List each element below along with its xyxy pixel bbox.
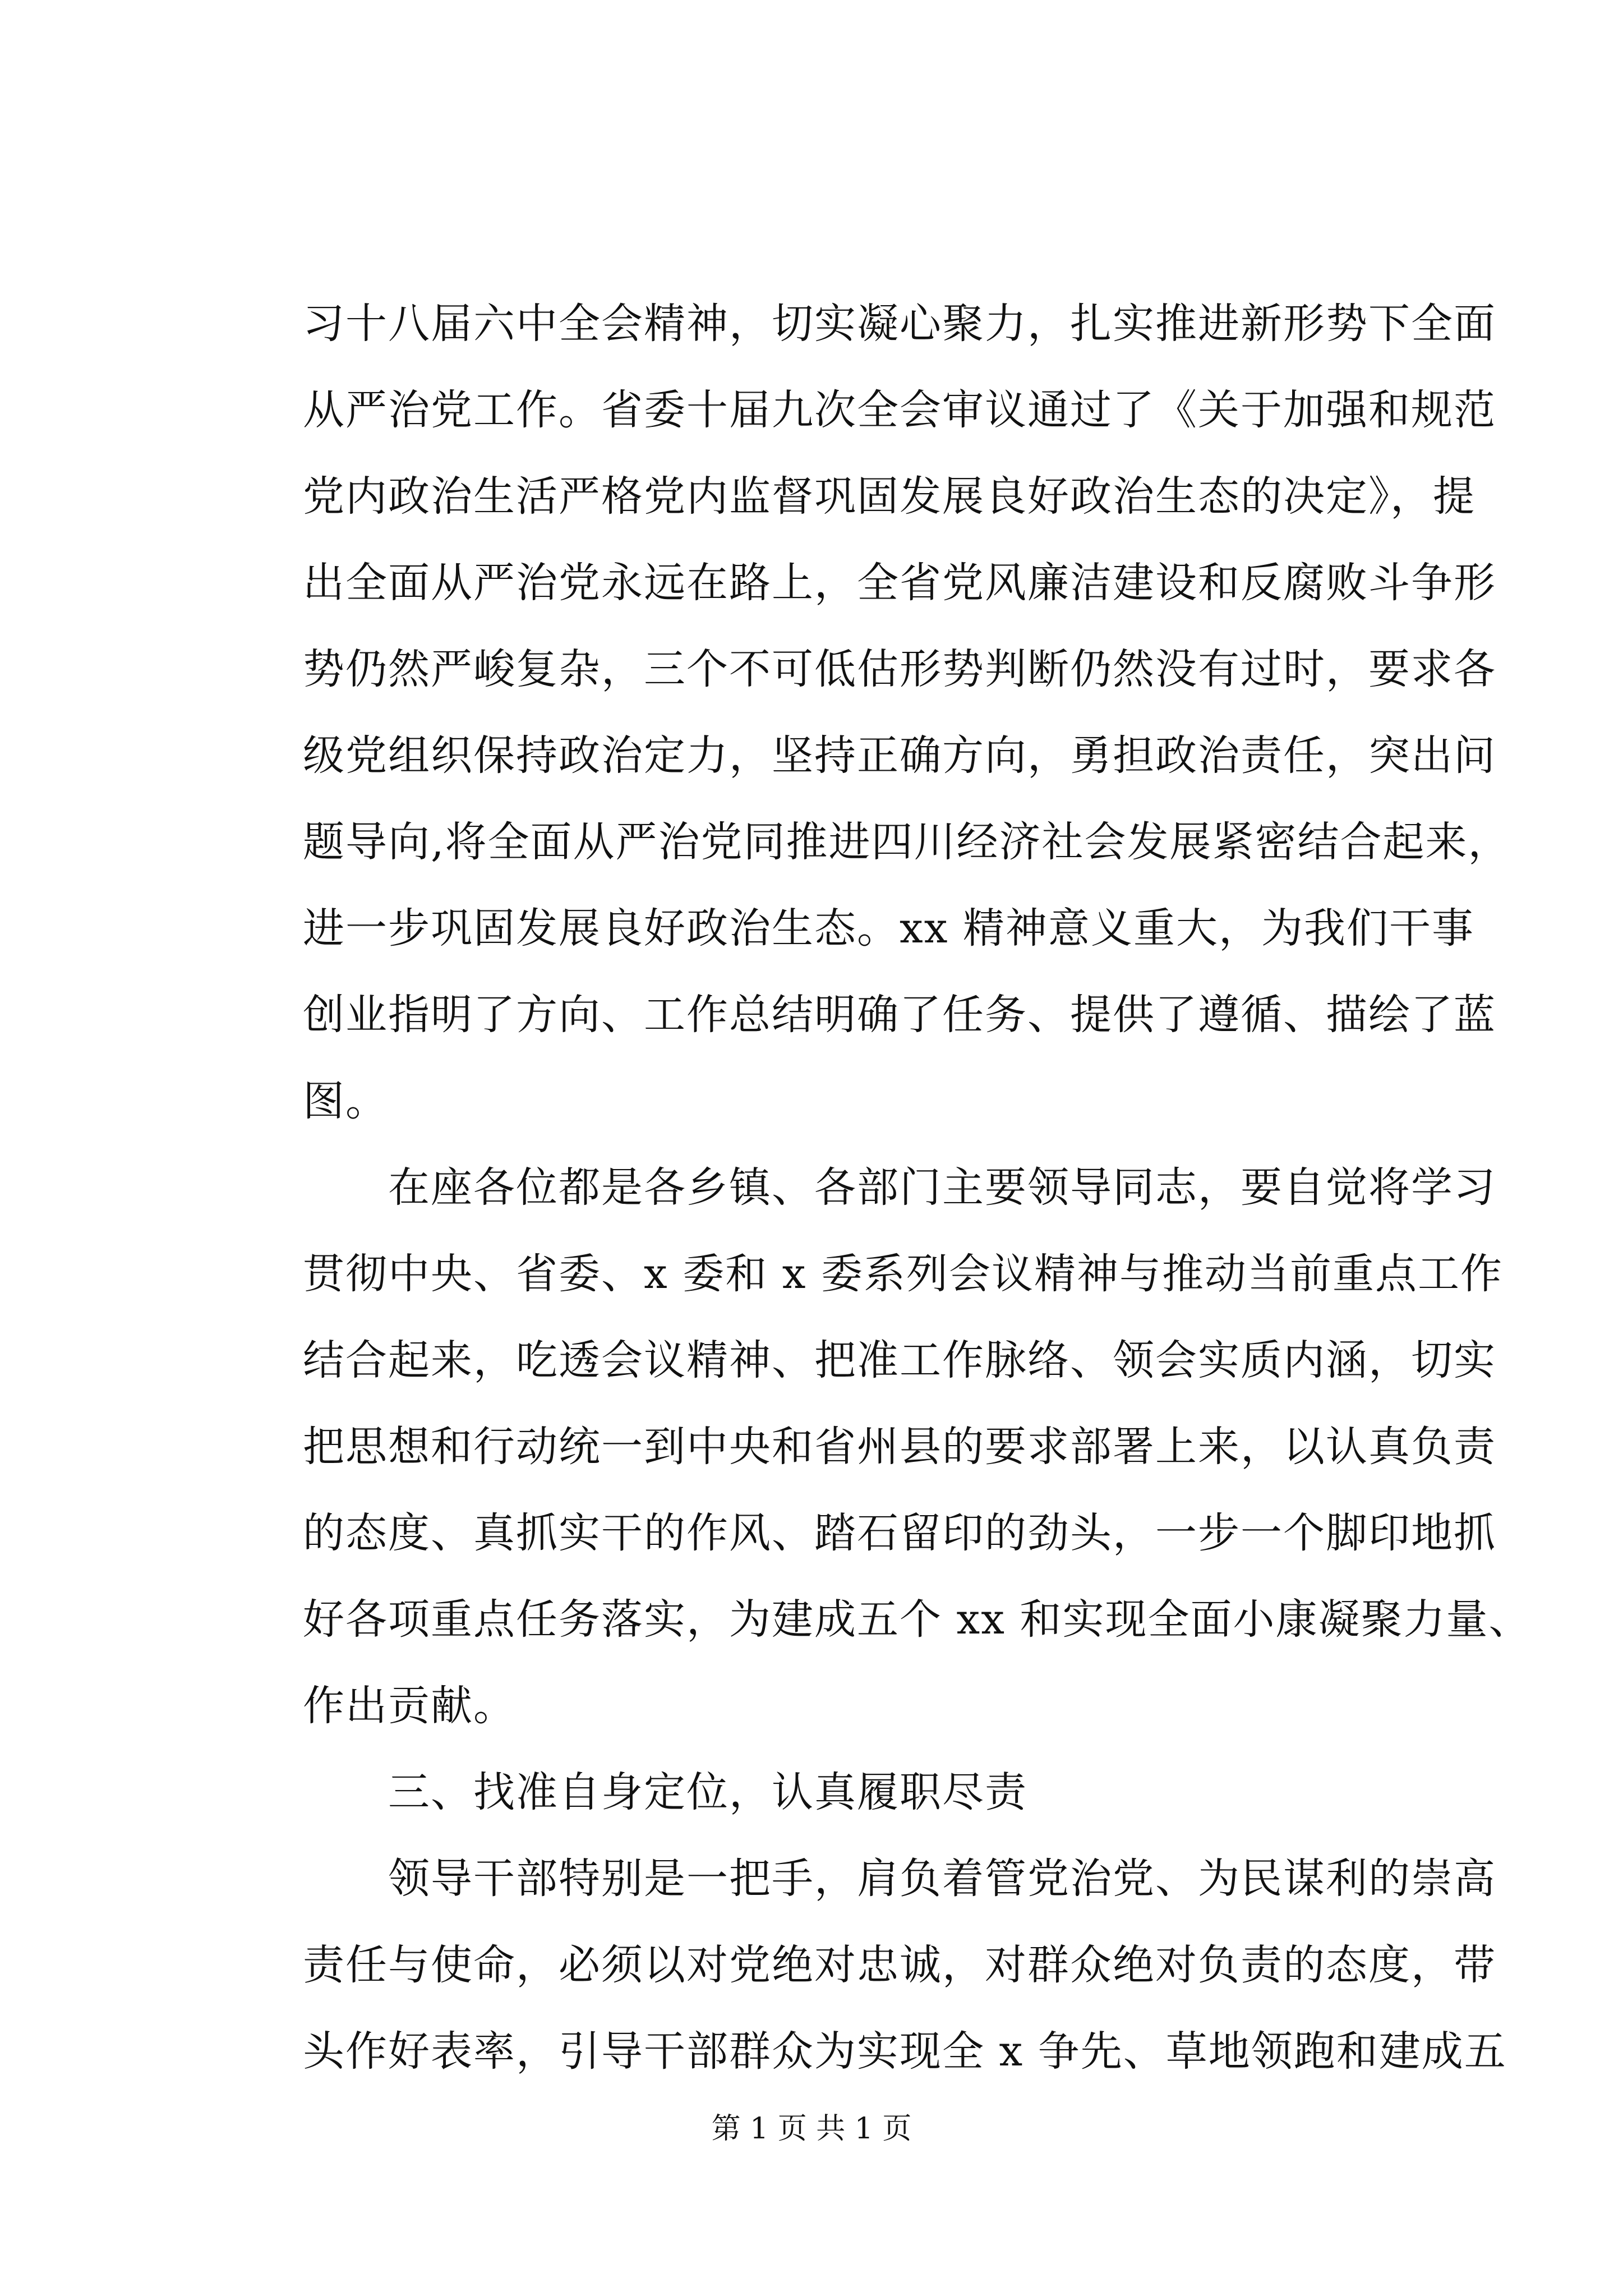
text-line: 题导向,将全面从严治党同推进四川经济社会发展紧密结合起来， (303, 818, 1511, 866)
text-line: 势仍然严峻复杂，三个不可低估形势判断仍然没有过时，要求各 (303, 645, 1496, 693)
text-line: 习十八届六中全会精神，切实凝心聚力，扎实推进新形势下全面 (303, 300, 1496, 348)
text-line: 图。 (303, 1077, 388, 1125)
text-line: 出全面从严治党永远在路上，全省党风廉洁建设和反腐败斗争形 (303, 559, 1496, 607)
text-line: 在座各位都是各乡镇、各部门主要领导同志，要自觉将学习 (303, 1163, 1496, 1212)
text-line: 进一步巩固发展良好政治生态。xx 精神意义重大，为我们干事 (303, 904, 1474, 953)
text-line: 级党组织保持政治定力，坚持正确方向，勇担政治责任，突出问 (303, 731, 1496, 780)
text-line: 结合起来，吃透会议精神、把准工作脉络、领会实质内涵，切实 (303, 1336, 1496, 1384)
text-line: 把思想和行动统一到中央和省州县的要求部署上来，以认真负责 (303, 1423, 1496, 1471)
text-line: 领导干部特别是一把手，肩负着管党治党、为民谋利的崇高 (303, 1855, 1496, 1903)
text-line: 的态度、真抓实干的作风、踏石留印的劲头，一步一个脚印地抓 (303, 1509, 1496, 1557)
text-line: 好各项重点任务落实，为建成五个 xx 和实现全面小康凝聚力量、 (303, 1595, 1532, 1644)
text-line: 创业指明了方向、工作总结明确了任务、提供了遵循、描绘了蓝 (303, 991, 1496, 1039)
text-line: 作出贡献。 (303, 1682, 516, 1730)
text-line: 头作好表率，引导干部群众为实现全 x 争先、草地领跑和建成五 (303, 2027, 1507, 2076)
page-number-label: 第 1 页 共 1 页 (711, 2112, 912, 2146)
text-line: 贯彻中央、省委、x 委和 x 委系列会议精神与推动当前重点工作 (303, 1250, 1504, 1298)
document-body (303, 280, 1532, 2095)
text-line: 党内政治生活严格党内监督巩固发展良好政治生态的决定》，提 (303, 472, 1476, 521)
section-heading: 三、找准自身定位，认真履职尽责 (303, 1768, 1027, 1816)
text-line: 责任与使命，必须以对党绝对忠诚，对群众绝对负责的态度，带 (303, 1941, 1496, 1989)
text-line: 从严治党工作。省委十届九次全会审议通过了《关于加强和规范 (303, 386, 1496, 434)
page-footer (0, 2109, 1623, 2148)
